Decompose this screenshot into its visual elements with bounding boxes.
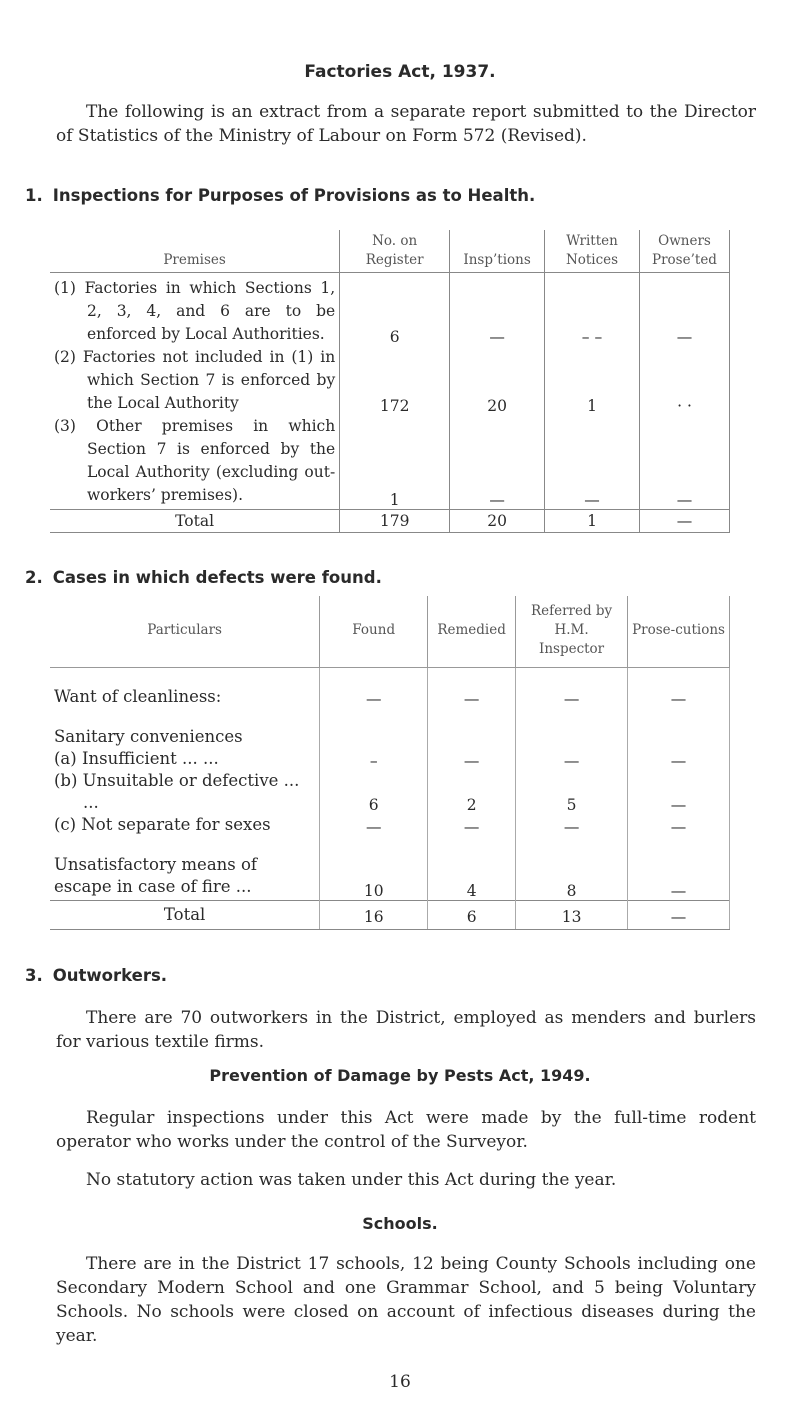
remedied-cell: 4 — [428, 836, 516, 901]
pests-paragraph-2: No statutory action was taken under this Act during the year. — [86, 1170, 617, 1190]
section3-heading — [25, 966, 167, 985]
prosecutions-cell: — — [628, 836, 730, 901]
table-row — [50, 273, 730, 347]
prosecuted-cell: — — [639, 273, 729, 347]
remedied-cell: — — [428, 668, 516, 709]
header-prosecuted: Owners Prose’ted — [639, 230, 729, 273]
particulars-cell: Unsatisfactory means of escape in case of fire ... — [50, 836, 320, 901]
inspections-cell: — — [450, 415, 545, 510]
total-notices: 1 — [545, 510, 640, 533]
table-row — [50, 708, 730, 748]
found-cell: — — [320, 814, 428, 836]
section2-heading — [25, 568, 382, 587]
prosecuted-cell: · · — [639, 346, 729, 415]
page-number: 16 — [389, 1372, 411, 1392]
health-inspections-table — [50, 230, 730, 533]
header-referred: Referred by H.M. Inspector — [516, 596, 628, 668]
referred-cell: 8 — [516, 836, 628, 901]
total-label: Total — [50, 901, 320, 930]
referred-cell: — — [516, 814, 628, 836]
section3-number: 3. — [25, 966, 43, 985]
intro-paragraph: The following is an extract from a separate report submitted to the Director of Statistics of the Ministry of Labour on Form 572 (Revised). — [56, 102, 756, 146]
total-label: Total — [50, 510, 340, 533]
referred-cell — [516, 708, 628, 748]
particulars-cell: (c) Not separate for sexes — [50, 814, 320, 836]
prosecutions-cell: — — [628, 770, 730, 814]
section2-number: 2. — [25, 568, 43, 587]
header-prosecutions: Prose-cutions — [628, 596, 730, 668]
notices-cell: – – — [545, 273, 640, 347]
section1-number: 1. — [25, 186, 43, 205]
referred-cell: — — [516, 668, 628, 709]
total-row — [50, 510, 730, 533]
table-row — [50, 814, 730, 836]
prosecuted-cell: — — [639, 415, 729, 510]
total-remedied: 6 — [428, 901, 516, 930]
prosecutions-cell: — — [628, 668, 730, 709]
referred-cell: 5 — [516, 770, 628, 814]
pests-paragraph-1: Regular inspections under this Act were made by the full-time rodent operator who works under the control of the Surveyor. — [56, 1108, 756, 1152]
total-prosecuted: — — [639, 510, 729, 533]
table-row — [50, 415, 730, 510]
referred-cell: — — [516, 748, 628, 770]
particulars-cell: Sanitary conveniences — [50, 708, 320, 748]
pests-heading: Prevention of Damage by Pests Act, 1949. — [209, 1066, 591, 1085]
section1-title: Inspections for Purposes of Provisions as to Health. — [52, 186, 536, 205]
section3-title: Outworkers. — [52, 966, 168, 985]
section2-title: Cases in which defects were found. — [52, 568, 382, 587]
total-register: 179 — [340, 510, 450, 533]
premises-cell: (3) Other premises in which Section 7 is enforced by the Local Authority (excluding out-workers’ premises). — [54, 417, 336, 504]
remedied-cell: — — [428, 748, 516, 770]
table-row — [50, 770, 730, 814]
notices-cell: — — [545, 415, 640, 510]
schools-heading: Schools. — [362, 1214, 438, 1233]
found-cell — [320, 708, 428, 748]
total-referred: 13 — [516, 901, 628, 930]
remedied-cell — [428, 708, 516, 748]
found-cell: – — [320, 748, 428, 770]
remedied-cell: 2 — [428, 770, 516, 814]
total-found: 16 — [320, 901, 428, 930]
outworkers-paragraph: There are 70 outworkers in the District, employed as menders and burlers for various textile firms. — [56, 1008, 756, 1052]
found-cell: — — [320, 668, 428, 709]
found-cell: 6 — [320, 770, 428, 814]
header-register: No. on Register — [340, 230, 450, 273]
table-row — [50, 346, 730, 415]
total-inspections: 20 — [450, 510, 545, 533]
register-cell: 172 — [340, 346, 450, 415]
prosecutions-cell: — — [628, 814, 730, 836]
inspections-cell: 20 — [450, 346, 545, 415]
section1-heading — [25, 186, 535, 205]
header-remedied: Remedied — [428, 596, 516, 668]
premises-cell: (1) Factories in which Sections 1, 2, 3, 4, and 6 are to be enforced by Local Authorities. — [54, 279, 336, 343]
inspections-cell: — — [450, 273, 545, 347]
particulars-cell: (b) Unsuitable or defective ... ... — [50, 770, 320, 814]
table-row — [50, 748, 730, 770]
particulars-cell: Want of cleanliness: — [50, 668, 320, 709]
defects-table — [50, 596, 730, 930]
register-cell: 1 — [340, 415, 450, 510]
found-cell: 10 — [320, 836, 428, 901]
header-notices: Written Notices — [545, 230, 640, 273]
remedied-cell: — — [428, 814, 516, 836]
particulars-cell: (a) Insufficient ... ... — [50, 748, 320, 770]
page-title: Factories Act, 1937. — [304, 62, 496, 82]
table-row — [50, 836, 730, 901]
header-premises: Premises — [50, 230, 340, 273]
total-prosecutions: — — [628, 901, 730, 930]
header-found: Found — [320, 596, 428, 668]
register-cell: 6 — [340, 273, 450, 347]
premises-cell: (2) Factories not included in (1) in which Section 7 is enforced by the Local Authority — [54, 348, 336, 412]
header-particulars: Particulars — [50, 596, 320, 668]
prosecutions-cell: — — [628, 748, 730, 770]
table-row — [50, 668, 730, 709]
header-inspections: Insp’tions — [450, 230, 545, 273]
schools-paragraph: There are in the District 17 schools, 12 being County Schools including one Secondary Modern School and one Grammar School, and 5 being Voluntary Schools. No schools were closed on account of infectious diseases during the year. — [56, 1254, 756, 1346]
total-row — [50, 901, 730, 930]
notices-cell: 1 — [545, 346, 640, 415]
prosecutions-cell — [628, 708, 730, 748]
